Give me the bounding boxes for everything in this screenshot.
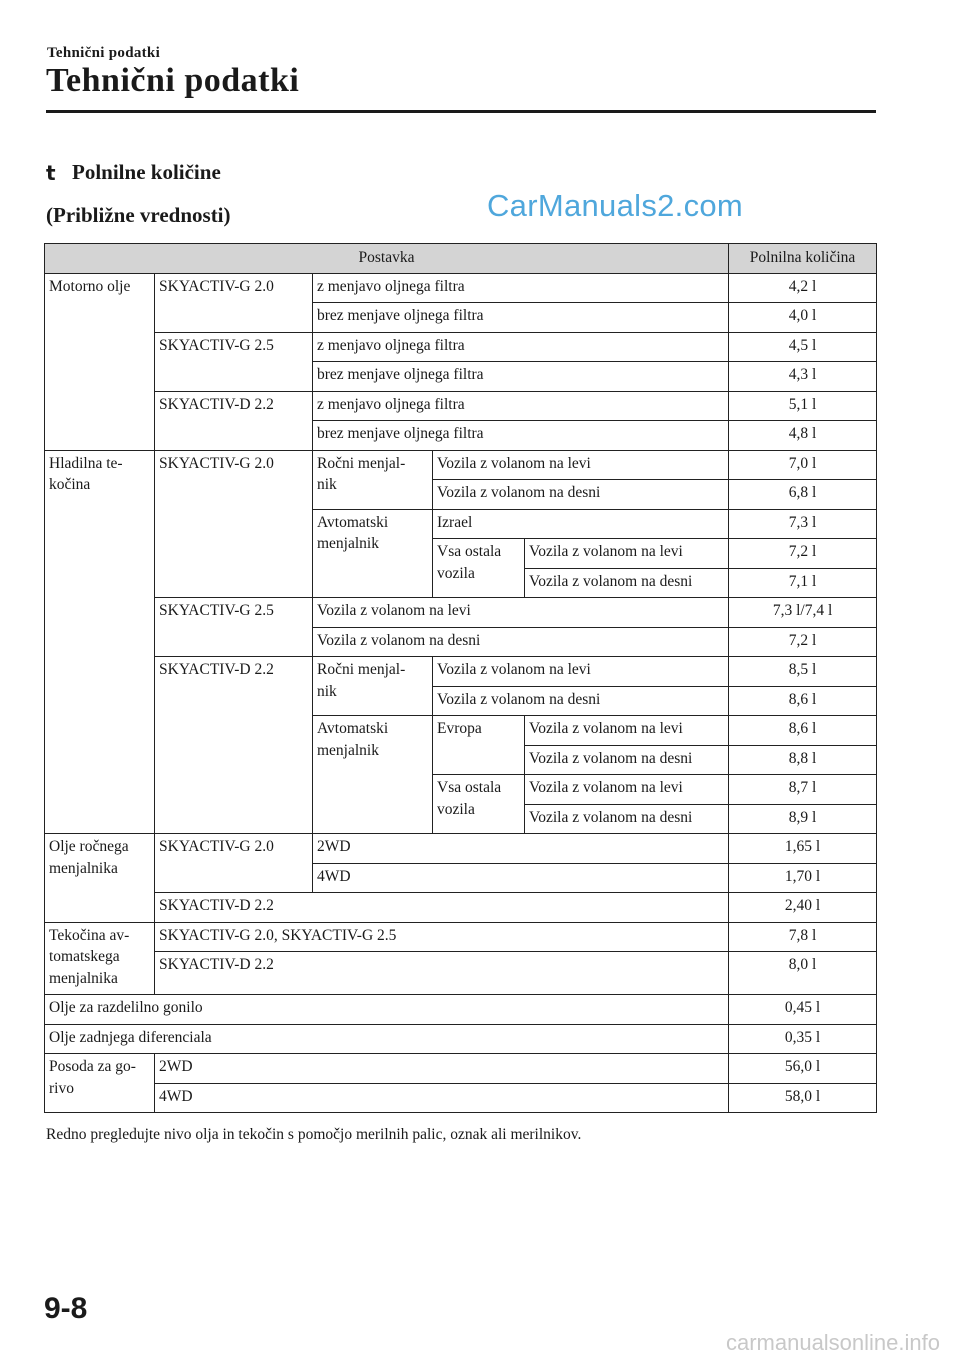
fuel-tank-label: Posoda za go- rivo — [45, 1054, 155, 1113]
engine-cell: SKYACTIV-D 2.2 — [155, 952, 729, 995]
subsection-title: (Približne vrednosti) — [46, 203, 231, 227]
footnote: Redno pregledujte nivo olja in tekočin s pomočjo merilnih palic, oznak ali merilnikov. — [46, 1126, 582, 1143]
quantity-cell: 8,6 l — [729, 716, 877, 746]
quantity-cell: 6,8 l — [729, 480, 877, 510]
condition-cell: Vozila z volanom na desni — [313, 627, 729, 657]
page-title: Tehnični podatki — [46, 62, 300, 99]
table-row — [45, 834, 877, 864]
transmission-cell: Ročni menjal- nik — [313, 450, 433, 509]
table-row — [45, 450, 877, 480]
transmission-cell: Ročni menjal- nik — [313, 657, 433, 716]
quantity-cell: 8,9 l — [729, 804, 877, 834]
table-row — [45, 391, 877, 421]
engine-cell: SKYACTIV-D 2.2 — [155, 391, 313, 450]
footer-watermark: carmanualsonline.info — [725, 1330, 940, 1355]
engine-cell: SKYACTIV-G 2.5 — [155, 332, 313, 391]
quantity-cell: 5,1 l — [729, 391, 877, 421]
table-row — [45, 273, 877, 303]
quantity-cell: 7,2 l — [729, 627, 877, 657]
condition-cell: 2WD — [313, 834, 729, 864]
table-row — [45, 332, 877, 362]
header-item: Postavka — [45, 244, 729, 274]
table-row — [45, 657, 877, 687]
table-row — [45, 1024, 877, 1054]
condition-cell: 4WD — [313, 863, 729, 893]
breadcrumb: Tehnični podatki — [47, 45, 161, 61]
condition-cell: 4WD — [155, 1083, 729, 1113]
condition-cell: z menjavo oljnega filtra — [313, 273, 729, 303]
condition-cell: brez menjave oljnega filtra — [313, 421, 729, 451]
condition-cell: z menjavo oljnega filtra — [313, 332, 729, 362]
watermark: CarManuals2.com — [487, 188, 744, 223]
manual-trans-label: Olje ročnega menjalnika — [45, 834, 155, 923]
region-cell: Vsa ostala vozila — [433, 775, 525, 834]
engine-cell: SKYACTIV-G 2.0, SKYACTIV-G 2.5 — [155, 922, 729, 952]
engine-oil-label: Motorno olje — [45, 273, 155, 450]
table-row — [45, 893, 877, 923]
quantity-cell: 4,8 l — [729, 421, 877, 451]
condition-cell: Izrael — [433, 509, 729, 539]
engine-cell: SKYACTIV-D 2.2 — [155, 893, 729, 923]
transmission-cell: Avtomatski menjalnik — [313, 716, 433, 834]
quantity-cell: 1,70 l — [729, 863, 877, 893]
condition-cell: 2WD — [155, 1054, 729, 1084]
condition-cell: Vozila z volanom na desni — [433, 686, 729, 716]
table-row — [45, 1083, 877, 1113]
quantity-cell: 0,45 l — [729, 995, 877, 1025]
condition-cell: Vozila z volanom na desni — [525, 804, 729, 834]
quantity-cell: 7,2 l — [729, 539, 877, 569]
condition-cell: z menjavo oljnega filtra — [313, 391, 729, 421]
table-row — [45, 1054, 877, 1084]
quantity-cell: 7,0 l — [729, 450, 877, 480]
engine-cell: SKYACTIV-G 2.0 — [155, 450, 313, 598]
table-row — [45, 922, 877, 952]
condition-cell: Vozila z volanom na levi — [525, 539, 729, 569]
quantity-cell: 7,1 l — [729, 568, 877, 598]
engine-cell: SKYACTIV-G 2.5 — [155, 598, 313, 657]
section-heading — [46, 160, 221, 185]
header-quantity: Polnilna količina — [729, 244, 877, 274]
title-divider — [46, 110, 876, 113]
engine-cell: SKYACTIV-G 2.0 — [155, 834, 313, 893]
quantity-cell: 0,35 l — [729, 1024, 877, 1054]
quantity-cell: 56,0 l — [729, 1054, 877, 1084]
condition-cell: Vozila z volanom na desni — [525, 745, 729, 775]
quantity-cell: 8,5 l — [729, 657, 877, 687]
quantity-cell: 7,3 l/7,4 l — [729, 598, 877, 628]
transfer-label: Olje za razdelilno gonilo — [45, 995, 729, 1025]
quantity-cell: 8,8 l — [729, 745, 877, 775]
condition-cell: Vozila z volanom na levi — [313, 598, 729, 628]
condition-cell: Vozila z volanom na levi — [525, 716, 729, 746]
page-number: 9-8 — [44, 1292, 88, 1325]
condition-cell: Vozila z volanom na desni — [525, 568, 729, 598]
quantity-cell: 8,6 l — [729, 686, 877, 716]
quantity-cell: 4,0 l — [729, 303, 877, 333]
quantity-cell: 58,0 l — [729, 1083, 877, 1113]
table-row — [45, 952, 877, 995]
section-title: Polnilne količine — [72, 160, 221, 184]
region-cell: Vsa ostala vozila — [433, 539, 525, 598]
engine-cell: SKYACTIV-D 2.2 — [155, 657, 313, 834]
section-marker-icon: t — [46, 160, 56, 185]
condition-cell: Vozila z volanom na levi — [525, 775, 729, 805]
condition-cell: Vozila z volanom na levi — [433, 450, 729, 480]
quantity-cell: 8,0 l — [729, 952, 877, 995]
transmission-cell: Avtomatski menjalnik — [313, 509, 433, 598]
coolant-label: Hladilna te- kočina — [45, 450, 155, 834]
capacities-table — [44, 243, 877, 1113]
auto-trans-label: Tekočina av- tomatskega menjalnika — [45, 922, 155, 995]
quantity-cell: 7,8 l — [729, 922, 877, 952]
table-row — [45, 995, 877, 1025]
quantity-cell: 1,65 l — [729, 834, 877, 864]
quantity-cell: 4,3 l — [729, 362, 877, 392]
table-row — [45, 598, 877, 628]
engine-cell: SKYACTIV-G 2.0 — [155, 273, 313, 332]
quantity-cell: 8,7 l — [729, 775, 877, 805]
condition-cell: Vozila z volanom na desni — [433, 480, 729, 510]
quantity-cell: 4,2 l — [729, 273, 877, 303]
table-header-row — [45, 244, 877, 274]
condition-cell: brez menjave oljnega filtra — [313, 362, 729, 392]
quantity-cell: 2,40 l — [729, 893, 877, 923]
rear-diff-label: Olje zadnjega diferenciala — [45, 1024, 729, 1054]
condition-cell: Vozila z volanom na levi — [433, 657, 729, 687]
region-cell: Evropa — [433, 716, 525, 775]
condition-cell: brez menjave oljnega filtra — [313, 303, 729, 333]
quantity-cell: 4,5 l — [729, 332, 877, 362]
quantity-cell: 7,3 l — [729, 509, 877, 539]
